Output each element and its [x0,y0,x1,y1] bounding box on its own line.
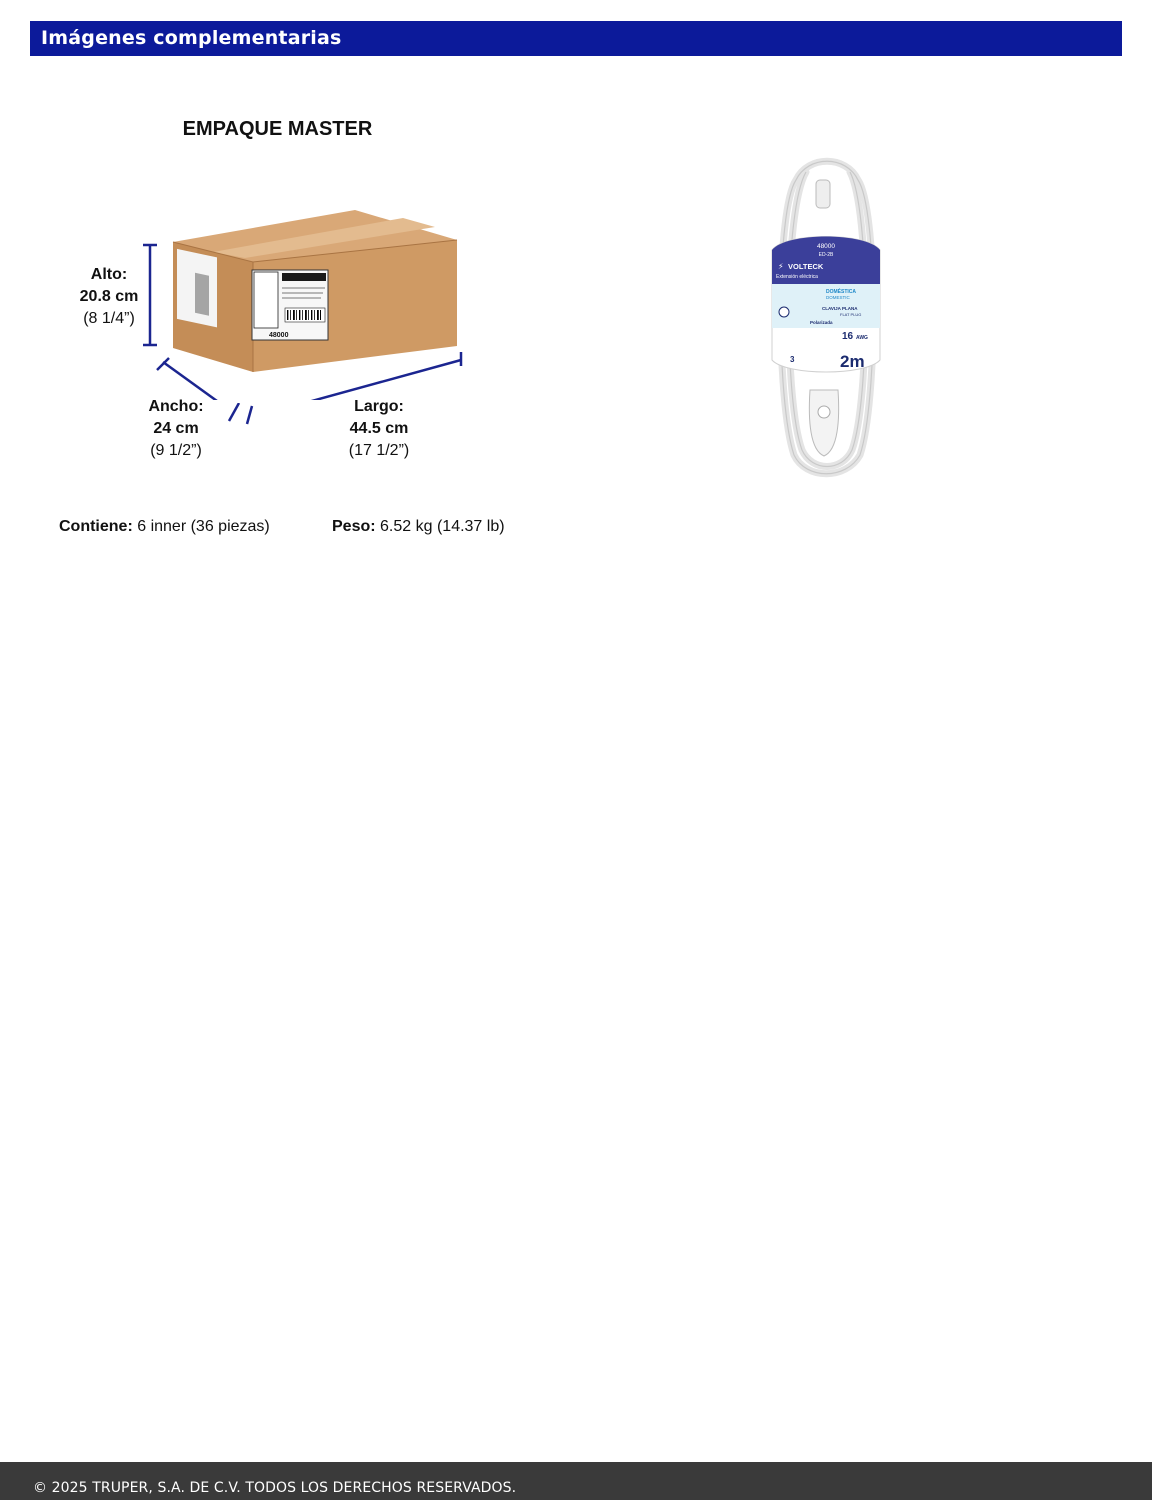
box-barcode [285,308,325,322]
product-model: ED-2B [818,252,834,258]
gauge-unit: AWG [856,335,868,341]
largo-imperial: (17 1/2”) [348,442,410,459]
ancho-metric: 24 cm [153,420,199,437]
section-title: Imágenes complementarias [41,27,342,49]
contents-value: 6 inner (36 piezas) [137,518,270,535]
outlets-count: 3 [790,355,795,364]
weight-info [332,518,505,536]
master-pack-title: EMPAQUE MASTER [182,118,373,140]
ancho-label: Ancho: [148,398,204,415]
brand-name: VOLTECK [788,262,824,271]
box-label-code: 48000 [269,332,289,339]
contents-label: Contiene: [59,518,133,535]
cord-plug [816,180,830,208]
ancho-imperial: (9 1/2”) [150,442,202,459]
alto-dimension [62,264,156,330]
copyright-text: © 2025 TRUPER, S.A. DE C.V. TODOS LOS DERECHOS RESERVADOS. [33,1480,517,1496]
cord-outlet-block [809,390,838,456]
product-use-en: DOMESTIC [826,295,850,300]
alto-imperial: (8 1/4”) [83,310,135,327]
ancho-dimension-line [157,358,235,400]
product-code: 48000 [816,243,836,250]
plug-type-en: FLAT PLUG [840,312,862,317]
ancho-line-end [225,403,255,433]
brand-logo-icon: ⚡ [778,262,784,271]
page-footer [0,1462,1152,1500]
product-line: Extensión eléctrica [776,274,818,280]
largo-label: Largo: [354,398,404,415]
master-box-illustration [135,200,475,400]
gauge-value: 16 [842,331,854,342]
length-value: 2m [840,352,865,371]
section-header-bar [30,21,1122,56]
ancho-dimension [130,396,222,462]
plug-type: CLAVIJA PLANA [822,306,858,311]
product-use: DOMÉSTICA [826,289,856,295]
weight-label: Peso: [332,518,376,535]
alto-metric: 20.8 cm [79,288,139,305]
alto-label: Alto: [90,266,128,283]
largo-metric: 44.5 cm [349,420,409,437]
contents-info [59,518,270,536]
largo-dimension [330,396,428,462]
polarized-label: Polarizada [810,320,833,325]
product-image-extension-cord [766,150,886,482]
weight-value: 6.52 kg (14.37 lb) [380,518,505,535]
